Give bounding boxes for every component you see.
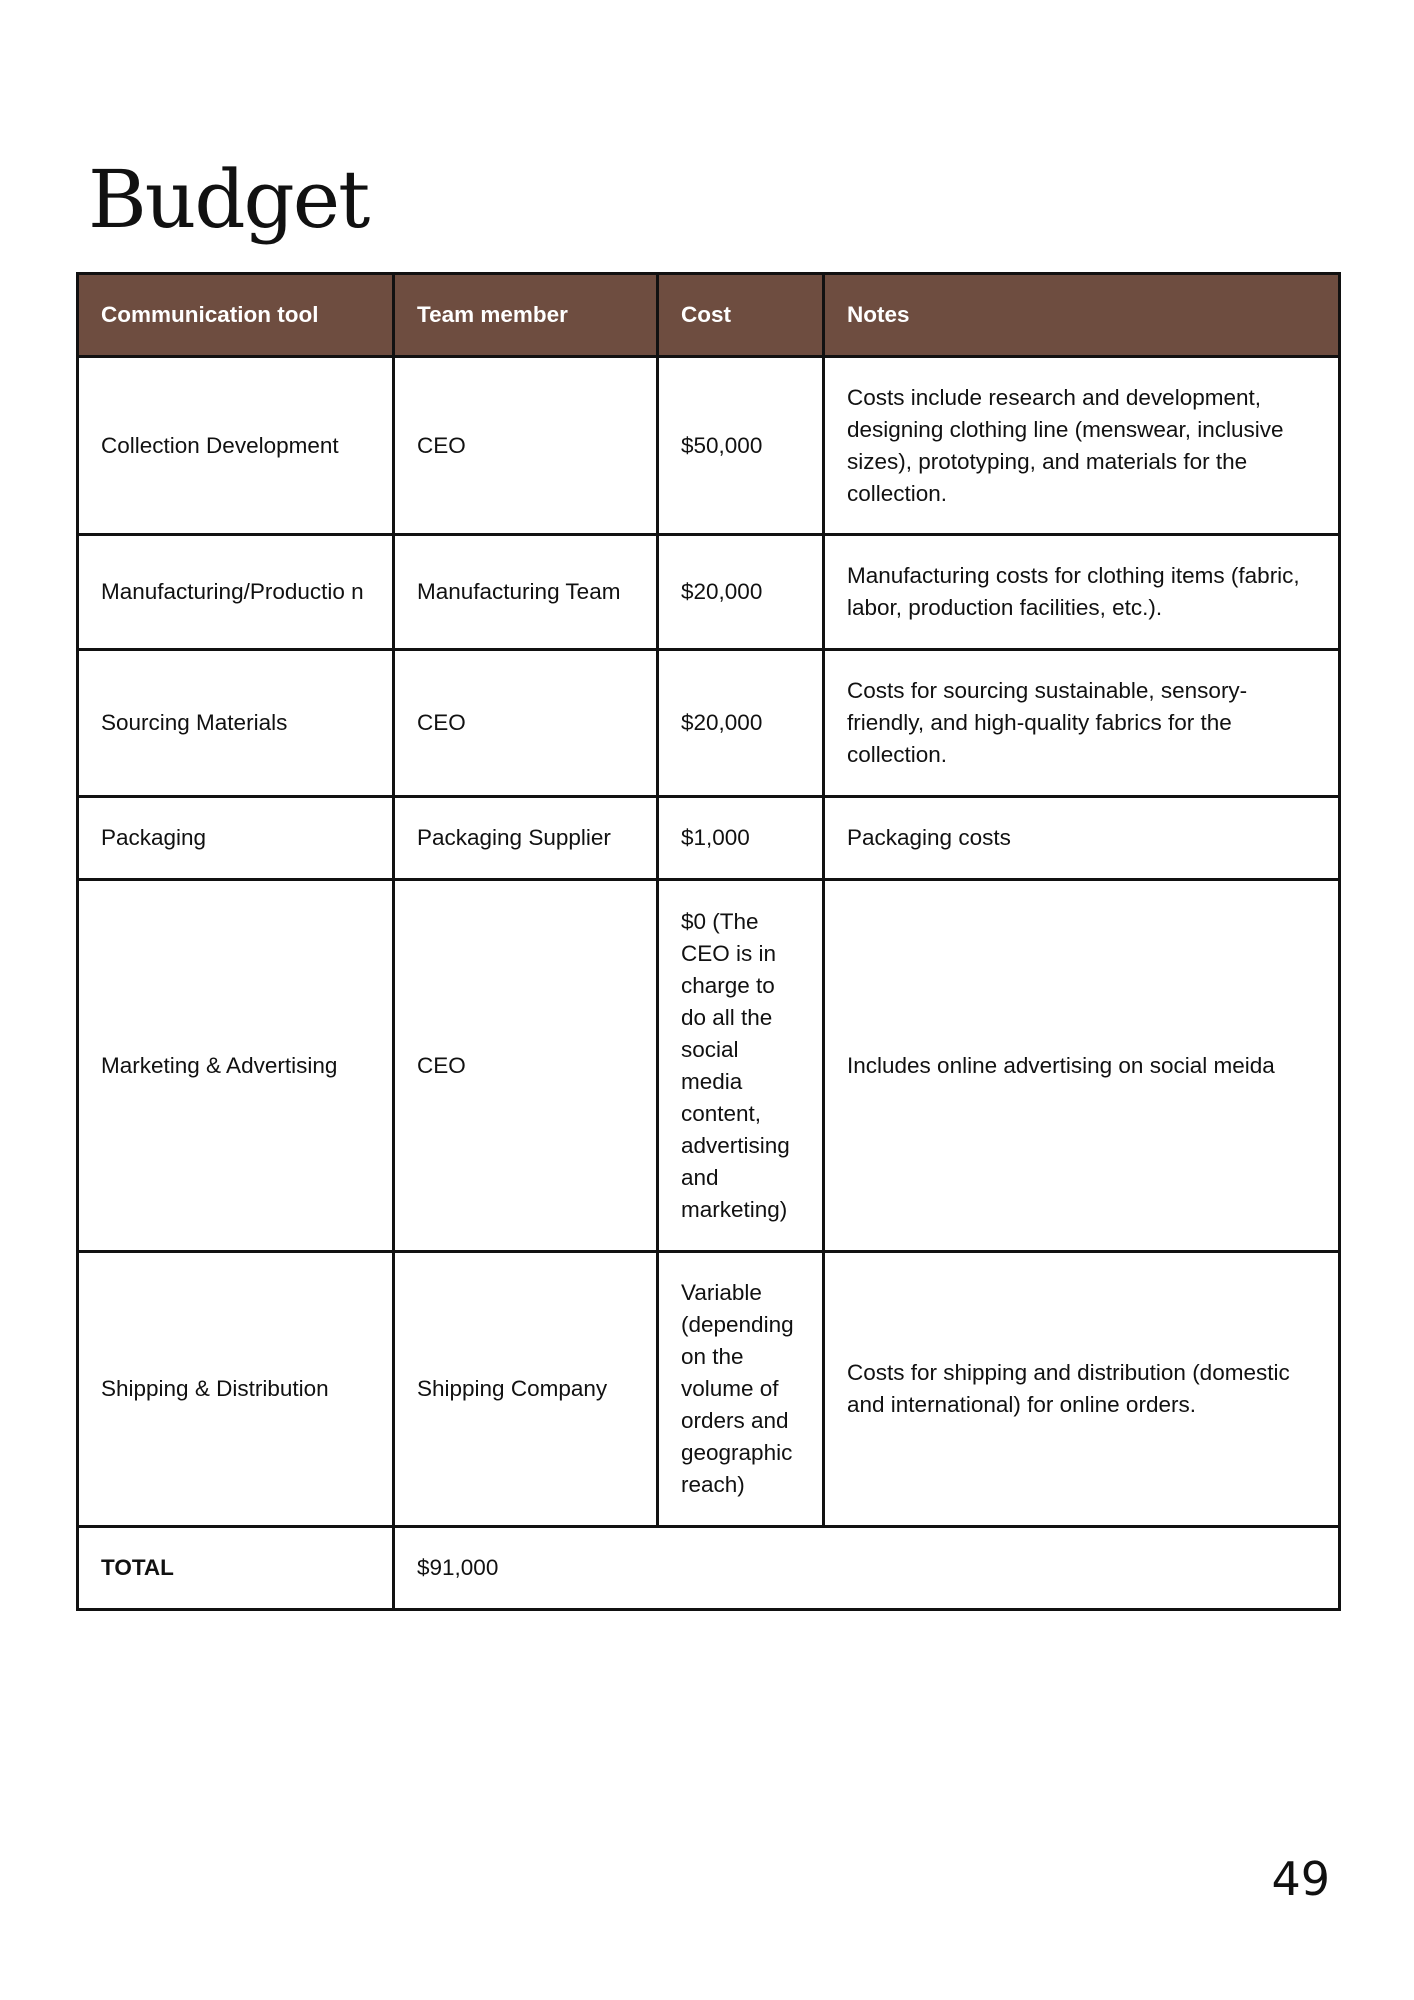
cell-notes: Costs include research and development, designing clothing line (menswear, inclusive sizes), prototyping, and materials for the collection. bbox=[824, 357, 1340, 535]
cell-member: CEO bbox=[394, 357, 658, 535]
cell-cost: $1,000 bbox=[658, 797, 824, 880]
total-row bbox=[78, 1527, 1340, 1610]
table-header-row bbox=[78, 274, 1340, 357]
total-label: TOTAL bbox=[78, 1527, 394, 1610]
budget-table bbox=[76, 272, 1341, 1611]
column-header-cost: Cost bbox=[658, 274, 824, 357]
cell-tool: Collection Development bbox=[78, 357, 394, 535]
cell-notes: Costs for sourcing sustainable, sensory-friendly, and high-quality fabrics for the collection. bbox=[824, 650, 1340, 797]
cell-tool: Manufacturing/Productio n bbox=[78, 535, 394, 650]
cell-cost: $50,000 bbox=[658, 357, 824, 535]
page-number: 49 bbox=[1271, 1852, 1330, 1906]
cell-member: Packaging Supplier bbox=[394, 797, 658, 880]
cell-member: CEO bbox=[394, 650, 658, 797]
column-header-team-member: Team member bbox=[394, 274, 658, 357]
column-header-notes: Notes bbox=[824, 274, 1340, 357]
cell-member: Manufacturing Team bbox=[394, 535, 658, 650]
table-row bbox=[78, 880, 1340, 1252]
cell-member: CEO bbox=[394, 880, 658, 1252]
cell-notes: Manufacturing costs for clothing items (fabric, labor, production facilities, etc.). bbox=[824, 535, 1340, 650]
table-row bbox=[78, 1252, 1340, 1527]
cell-tool: Packaging bbox=[78, 797, 394, 880]
cell-tool: Shipping & Distribution bbox=[78, 1252, 394, 1527]
cell-cost: Variable (depending on the volume of orders and geographic reach) bbox=[658, 1252, 824, 1527]
page-title: Budget bbox=[88, 153, 369, 246]
total-value: $91,000 bbox=[394, 1527, 1340, 1610]
cell-notes: Costs for shipping and distribution (domestic and international) for online orders. bbox=[824, 1252, 1340, 1527]
cell-member: Shipping Company bbox=[394, 1252, 658, 1527]
table-row bbox=[78, 797, 1340, 880]
cell-notes: Includes online advertising on social meida bbox=[824, 880, 1340, 1252]
table-row bbox=[78, 357, 1340, 535]
cell-tool: Marketing & Advertising bbox=[78, 880, 394, 1252]
cell-tool: Sourcing Materials bbox=[78, 650, 394, 797]
table-row bbox=[78, 650, 1340, 797]
column-header-communication-tool: Communication tool bbox=[78, 274, 394, 357]
cell-cost: $0 (The CEO is in charge to do all the social media content, advertising and marketing) bbox=[658, 880, 824, 1252]
cell-cost: $20,000 bbox=[658, 535, 824, 650]
table-row bbox=[78, 535, 1340, 650]
cell-cost: $20,000 bbox=[658, 650, 824, 797]
cell-notes: Packaging costs bbox=[824, 797, 1340, 880]
